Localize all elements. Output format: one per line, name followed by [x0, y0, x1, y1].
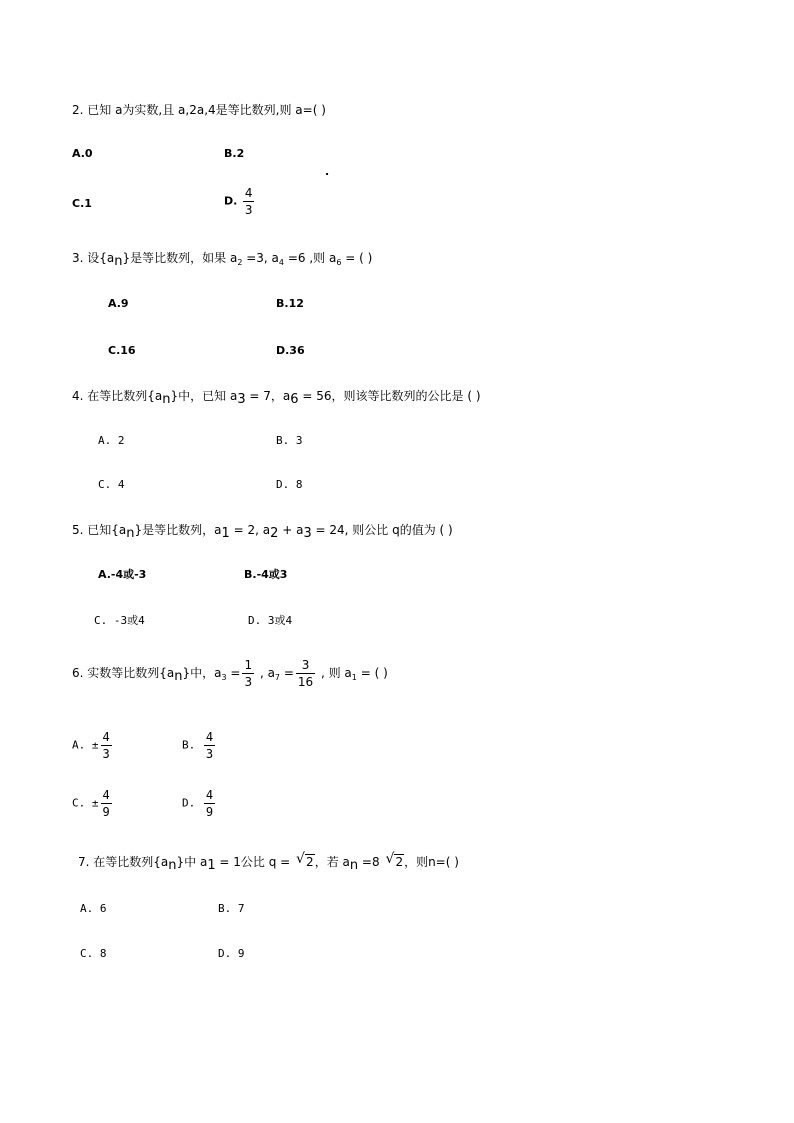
- q7-option-a: A. 6: [80, 902, 107, 915]
- q3-sub: 6: [336, 258, 342, 267]
- fraction-denominator: 3: [244, 675, 253, 689]
- q7-text: =8: [358, 855, 384, 869]
- q6-option-b: [182, 730, 217, 761]
- fraction-numerator: 4: [102, 788, 110, 802]
- q3-option-a: A.9: [108, 297, 129, 310]
- q6-fraction-a3: [242, 658, 254, 689]
- q3-sub: 4: [278, 258, 285, 267]
- q7-sub: 1: [207, 858, 216, 873]
- q3-sub: n: [114, 254, 123, 269]
- q3-text: 3. 设{a: [72, 251, 115, 265]
- q6-text: =: [280, 666, 294, 680]
- fraction-denominator: 16: [297, 675, 314, 689]
- q6-option-c: [72, 788, 114, 819]
- q7-text: }中 a: [176, 855, 208, 869]
- q4-sub: 6: [290, 392, 299, 407]
- q6-option-d-label: D.: [182, 796, 196, 810]
- fraction-denominator: 9: [205, 805, 214, 819]
- q3-text: =3, a: [242, 251, 279, 265]
- q7-text: ，若 a: [314, 855, 350, 869]
- q4-text: 4. 在等比数列{a: [72, 389, 163, 403]
- fraction-denominator: 3: [102, 747, 110, 761]
- q6-option-a: [72, 730, 114, 761]
- q6-sub: n: [174, 669, 183, 684]
- question-4-stem: [72, 388, 481, 408]
- q5-text: }是等比数列，a: [134, 523, 222, 537]
- q5-sub: 1: [221, 526, 230, 541]
- q5-sub: 2: [270, 526, 279, 541]
- q6-option-b-label: B.: [182, 738, 196, 752]
- stray-mark: .: [325, 165, 330, 178]
- q3-option-d: D.36: [276, 344, 305, 357]
- q2-option-d-fraction: [243, 186, 255, 217]
- q2-option-a: A.0: [72, 147, 93, 160]
- q3-text: =6 ,则 a: [284, 251, 337, 265]
- q4-text: }中，已知 a: [170, 389, 238, 403]
- q4-option-c: C. 4: [98, 478, 125, 491]
- q6-option-d-fraction: [204, 788, 215, 819]
- q6-option-b-fraction: [204, 730, 215, 761]
- q4-option-d: D. 8: [276, 478, 303, 491]
- q6-option-c-label: C. ±: [72, 796, 99, 810]
- q6-text: }中，a: [182, 666, 222, 680]
- q4-option-b: B. 3: [276, 434, 303, 447]
- q6-text: 6. 实数等比数列{a: [72, 666, 175, 680]
- q5-text: = 2, a: [229, 523, 271, 537]
- q7-option-b: B. 7: [218, 902, 245, 915]
- fraction-denominator: 3: [244, 203, 253, 217]
- q5-option-a: A.-4或-3: [98, 568, 147, 581]
- question-7-stem: [78, 851, 459, 874]
- q6-text: , a: [256, 666, 275, 680]
- q2-option-d-label: D.: [224, 194, 238, 208]
- q7-text: ，则n=( ): [404, 855, 459, 869]
- fraction-numerator: 4: [205, 788, 214, 802]
- fraction-numerator: 1: [244, 658, 253, 672]
- q6-text: , 则 a: [317, 666, 352, 680]
- q7-option-d: D. 9: [218, 947, 245, 960]
- q6-sub: 1: [351, 673, 357, 682]
- q6-option-d: [182, 788, 217, 819]
- fraction-denominator: 3: [205, 747, 214, 761]
- q7-sub: n: [168, 858, 177, 873]
- q7-sub: n: [349, 858, 359, 873]
- q3-text: = ( ): [341, 251, 373, 265]
- q7-option-c: C. 8: [80, 947, 107, 960]
- fraction-numerator: 4: [244, 186, 253, 200]
- q3-option-c: C.16: [108, 344, 136, 357]
- q6-text: = ( ): [356, 666, 388, 680]
- q6-option-c-fraction: [101, 788, 112, 819]
- q3-sub: 2: [237, 258, 243, 267]
- sqrt-symbol: √ 2: [385, 851, 404, 869]
- question-6-stem: [72, 658, 388, 689]
- fraction-denominator: 9: [102, 805, 110, 819]
- q5-sub: 3: [303, 526, 312, 541]
- q4-sub: 3: [237, 392, 246, 407]
- fraction-numerator: 4: [205, 730, 214, 744]
- q5-option-b: B.-4或3: [244, 568, 288, 581]
- q6-sub: 3: [221, 673, 227, 682]
- q2-option-d: [224, 186, 256, 217]
- q7-text: 7. 在等比数列{a: [78, 855, 169, 869]
- sqrt-value: 2: [395, 855, 404, 869]
- q4-text: = 56，则该等比数列的公比是 ( ): [298, 389, 481, 403]
- q2-option-c: C.1: [72, 197, 92, 210]
- q6-text: =: [226, 666, 241, 680]
- q5-option-c: C. -3或4: [94, 614, 145, 627]
- q5-option-d: D. 3或4: [248, 614, 293, 627]
- q2-option-b: B.2: [224, 147, 245, 160]
- fraction-numerator: 4: [102, 730, 110, 744]
- q6-option-a-label: A. ±: [72, 738, 99, 752]
- question-2-stem: 2. 已知 a为实数,且 a,2a,4是等比数列,则 a=( ): [72, 103, 326, 117]
- q3-text: }是等比数列，如果 a: [122, 251, 238, 265]
- q6-fraction-a7: [296, 658, 315, 689]
- question-3-stem: [72, 250, 372, 271]
- q6-sub: 7: [274, 673, 281, 682]
- q7-text: = 1公比 q =: [215, 855, 295, 869]
- q5-sub: n: [126, 526, 135, 541]
- q5-text: 5. 已知{a: [72, 523, 127, 537]
- q6-option-a-fraction: [101, 730, 112, 761]
- question-5-stem: [72, 522, 453, 542]
- sqrt-symbol: √ 2: [296, 851, 314, 869]
- fraction-numerator: 3: [301, 658, 310, 672]
- q4-sub: n: [162, 392, 171, 407]
- sqrt-value: 2: [306, 855, 314, 869]
- q3-option-b: B.12: [276, 297, 304, 310]
- q4-option-a: A. 2: [98, 434, 125, 447]
- q5-text: + a: [278, 523, 304, 537]
- q4-text: = 7，a: [245, 389, 291, 403]
- q5-text: = 24, 则公比 q的值为 ( ): [311, 523, 453, 537]
